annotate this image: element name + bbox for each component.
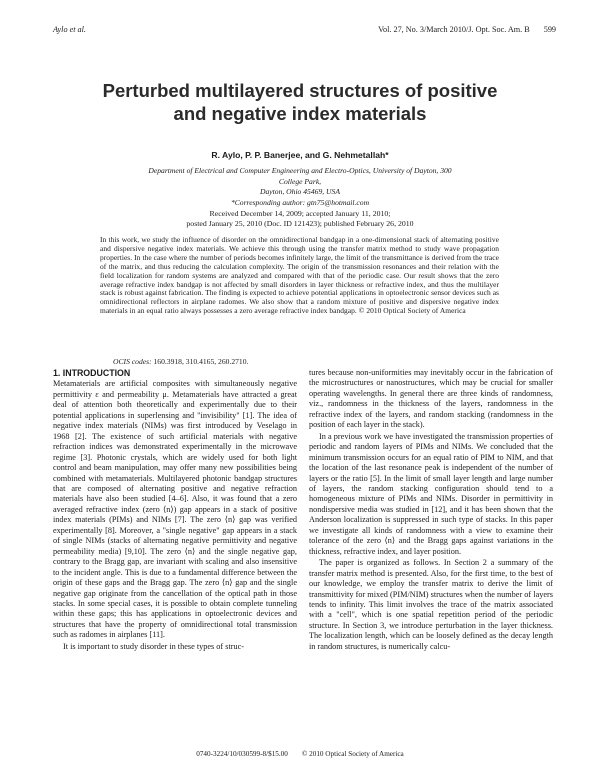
running-header-authors: Aylo et al.	[53, 25, 86, 34]
left-column	[53, 368, 297, 652]
footer-copyright: © 2010 Optical Society of America	[301, 750, 404, 758]
corresponding-author: *Corresponding author: gtn75@hotmail.com	[230, 197, 370, 207]
affiliation-line-2: Dayton, Ohio 45469, USA	[260, 187, 340, 196]
publication-dates	[0, 209, 600, 230]
journal-citation: Vol. 27, No. 3/March 2010/J. Opt. Soc. Am. B	[378, 25, 530, 34]
title-line-2: and negative index materials	[173, 103, 427, 124]
ocis-values: 160.3918, 310.4165, 260.2710.	[153, 357, 249, 366]
dates-line-2: posted January 25, 2010 (Doc. ID 121423); published February 26, 2010	[186, 219, 414, 229]
ocis-label: OCIS codes:	[113, 357, 152, 366]
right-paragraph-1: tures because non-uniformities may inevitably occur in the fabrication of the microstructures or nanostructures, which may be crucial for smaller operating wavelengths. In general there are three kinds of randomness, viz., randomness in the thickness of the layers, randomness in the refractive index of the layers, and random stacking (randomness in the position of each layer in the stack).	[309, 368, 553, 430]
article-title	[0, 79, 600, 125]
ocis-codes	[113, 357, 248, 366]
title-line-1: Perturbed multilayered structures of positive	[102, 80, 498, 101]
running-header-journal	[378, 25, 556, 34]
section-heading-introduction: 1. INTRODUCTION	[53, 368, 131, 378]
right-column	[309, 368, 553, 652]
affiliation-line-1: Department of Electrical and Computer Engineering and Electro-Optics, University of Dayton, 300 College Park,	[148, 166, 452, 186]
author-list: R. Aylo, P. P. Banerjee, and G. Nehmetallah*	[211, 150, 389, 160]
intro-paragraph-2: It is important to study disorder in these types of struc-	[63, 641, 245, 651]
right-paragraph-3: The paper is organized as follows. In Section 2 a summary of the transfer matrix method is presented. Also, for the first time, to the best of our knowledge, we employ the transfer matrix to derive the limit of transmittivity for mixed (PIM/NIM) structures when the number of layers tends to infinity. This limit involves the trace of the matrix associated with a "cell", which is one spatial repetition period of the periodic structure. In Section 3, we introduce perturbation in the layer thickness. The localization length, which can be loosely defined as the decay length in random structures, is numerically calcu-	[309, 558, 553, 651]
right-paragraph-2: In a previous work we have investigated the transmission properties of periodic and random layers of PIMs and NIMs. We concluded that the minimum transmission occurs for an equal ratio of PIM to NIM, and that the location of the last resonance peak is independent of the number of layers or the ratio [5]. In the limit of small layer length and large number of layers, the random stacking configuration should tend to a homogeneous mixture of PIMs and NIMs. Disorder in permittivity in nondispersive media was studied in [12], and it has been shown that the Anderson localization is suppressed in such type of stacks. In this paper we investigate all kinds of randomness with a view to examine their tolerance of the zero ⟨n⟩ and the Bragg gaps against variations in the thickness, refractive index, and layer position.	[309, 431, 553, 556]
affiliation	[140, 166, 460, 208]
footer-code: 0740-3224/10/030599-8/$15.00	[196, 750, 288, 758]
page-footer	[0, 750, 600, 758]
abstract: In this work, we study the influence of disorder on the omnidirectional bandgap in a one-dimensional stack of alternating positive and dispersive negative index materials. We achieve this through using the transfer matrix method to study wave propagation properties. In the case where the number of periods becomes infinitely large, the limit of the transmittance is derived from the trace of the matrix, and thus reducing the calculation complexity. The origin of the transmission resonances and their relation with the field localization for random systems are analyzed and compared with that of the periodic case. Our result shows that the zero average refractive index bandgap is not affected by small disorders in layer thickness or refractive index, and thus the multilayer stack is robust against fabrication. The finding is expected to achieve potential applications in optoelectronic sensor devices such as omnidirectional reflectors in airplane radomes. We also show that a random mixture of positive and dispersive negative index materials in an equal ratio always possesses a zero average refractive index bandgap. © 2010 Optical Society of America	[100, 235, 499, 316]
intro-paragraph-1: Metamaterials are artificial composites with simultaneously negative permittivity ε and permeability μ. Metamaterials have attracted a great deal of attention both theoretically and experimentally due to their potential applications in superlensing and "invisibility" [1]. The idea of negative index materials (NIMs) was first introduced by Veselago in 1968 [2]. The existence of such artificial materials with negative refraction indices was demonstrated experimentally in the microwave regime [3]. Photonic crystals, which are widely used for both light control and beam manipulation, may offer many new possibilities being combined with metamaterials. Multilayered photonic bandgap structures that are composed of alternating positive and negative refraction materials have also been studied [4–6]. Also, it was found that a zero averaged refractive index (zero ⟨n⟩) gap appears in a stack of positive index materials (PIMs) and NIMs [7]. The zero ⟨n⟩ gap was verified experimentally [8]. Moreover, a "single negative" gap appears in a stack of single NIMs (stacks of alternating negative permittivity and negative permeability media) [9,10]. The zero ⟨n⟩ and the single negative gap, contrary to the Bragg gap, are invariant with scaling and also insensitive to the incident angle. This is due to a fundamental difference between the origin of these gaps and the Bragg gap. The zero ⟨n⟩ gap and the single negative gap originate from the cancellation of the optical path in those stacks. In some special cases, it is possible to obtain complete tunneling within these gaps; this has applications in optoelectronic devices and structures that have the property of omnidirectional total transmission such as radomes in airplanes [11].	[53, 379, 297, 640]
page-number: 599	[543, 25, 556, 34]
dates-line-1: Received December 14, 2009; accepted January 11, 2010;	[209, 209, 391, 218]
